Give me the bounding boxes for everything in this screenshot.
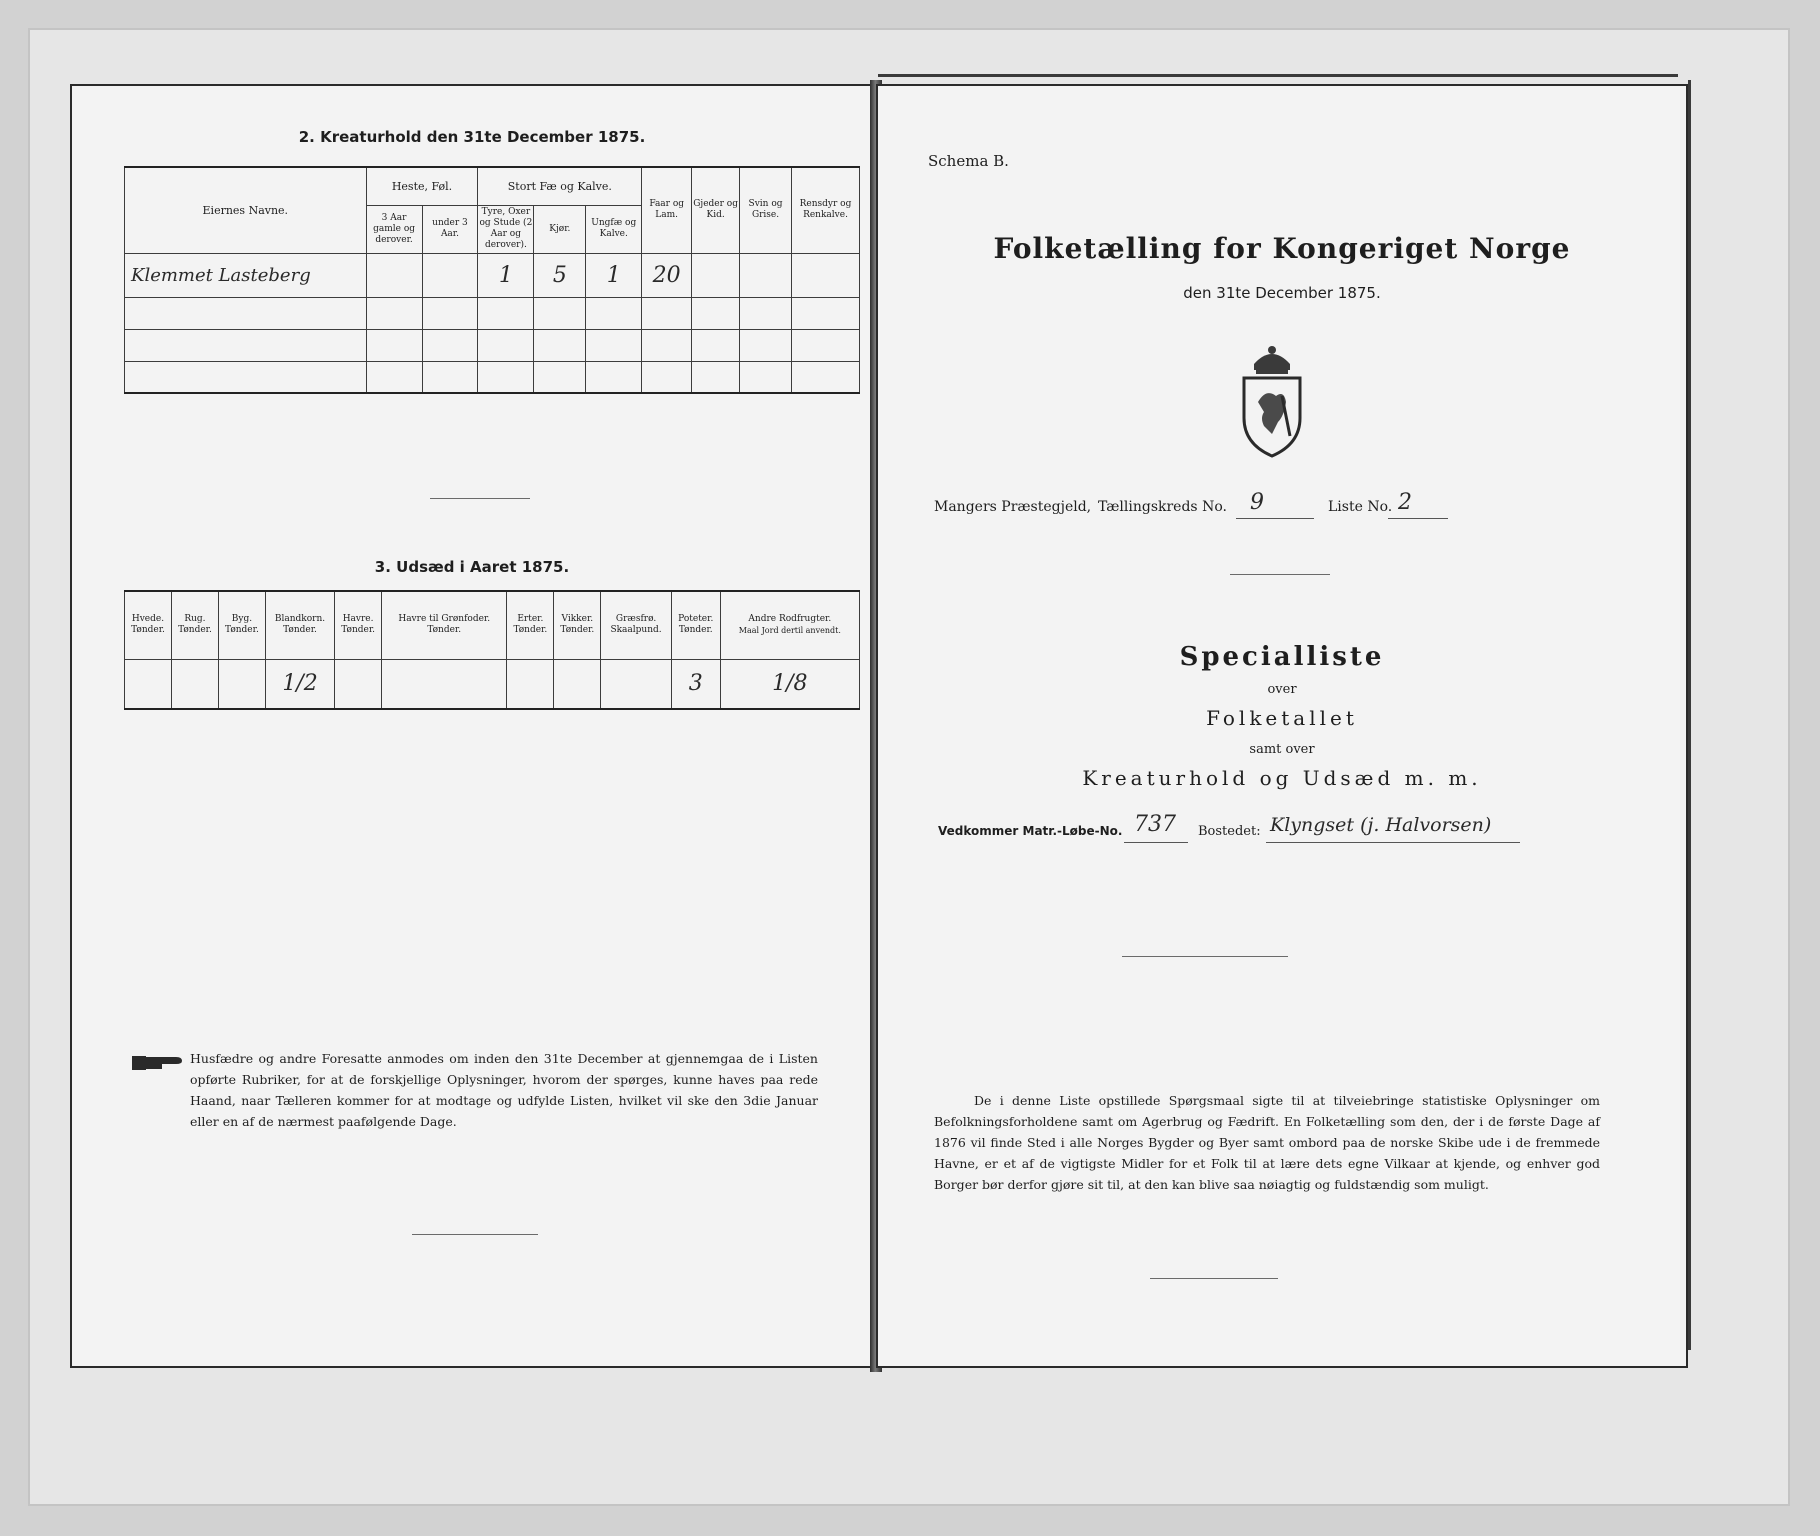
group-heste: Heste, Føl. (366, 167, 478, 205)
cell (692, 253, 740, 297)
col-andre-rodfrugter: Andre Rodfrugter. Maal Jord dertil anvendt. (720, 591, 859, 659)
table-row (125, 253, 860, 297)
specialliste-heading: Specialliste (1179, 642, 1385, 672)
over-label: over (1267, 682, 1297, 697)
left-page (72, 86, 872, 1366)
page-edge (878, 74, 1678, 77)
cell (382, 659, 507, 709)
divider (430, 498, 530, 499)
col-havre-gronfoder: Havre til Grønfoder. Tønder. (382, 591, 507, 659)
col-heste-young: under 3 Aar. (422, 205, 478, 253)
field-line (1236, 518, 1314, 519)
liste-value: 2 (1398, 490, 1412, 515)
cell (171, 659, 218, 709)
cell (740, 253, 792, 297)
field-line (1388, 518, 1448, 519)
form-title: Folketælling for Kongeriget Norge (993, 232, 1571, 265)
krets-label: Tællingskreds No. (1098, 499, 1227, 515)
col-svin: Svin og Grise. (740, 167, 792, 253)
liste-label: Liste No. (1328, 499, 1393, 515)
table-row (125, 297, 860, 329)
matr-value: 737 (1134, 812, 1176, 837)
cell (422, 253, 478, 297)
cell (125, 659, 172, 709)
col-blandkorn: Blandkorn. Tønder. (265, 591, 334, 659)
notice-text: Husfædre og andre Foresatte anmodes om inden den 31te December at gjennemgaa de i Listen opførte Rubriker, for at de forskjellige Oplysninger, hvorom der spørges, kunne haves paa rede Haand, naar Tælleren kommer for at modtage og udfylde Listen, hvilket vil ske den 3die Januar eller en af de nærmest paafølgende Dage. (190, 1051, 818, 1129)
cell (507, 659, 554, 709)
cell: 1/2 (265, 659, 334, 709)
krets-value: 9 (1250, 490, 1264, 515)
form-subtitle: den 31te December 1875. (1183, 284, 1381, 302)
samt-over-label: samt over (1249, 742, 1315, 757)
col-rensdyr: Rensdyr og Renkalve. (792, 167, 860, 253)
cell (218, 659, 265, 709)
col-rug: Rug. Tønder. (171, 591, 218, 659)
field-line (1266, 842, 1520, 843)
divider (1122, 956, 1288, 957)
table-row (125, 329, 860, 361)
cell (554, 659, 601, 709)
cell (366, 253, 422, 297)
cell: 1 (586, 253, 642, 297)
col-byg: Byg. Tønder. (218, 591, 265, 659)
col-vikker: Vikker. Tønder. (554, 591, 601, 659)
col-tyre: Tyre, Oxer og Stude (2 Aar og derover). (478, 205, 534, 253)
sowing-table (124, 590, 860, 710)
cell: 5 (534, 253, 586, 297)
col-graesfro: Græsfrø. Skaalpund. (601, 591, 672, 659)
folketallet-heading: Folketallet (1206, 706, 1358, 730)
cell: 1 (478, 253, 534, 297)
divider (1230, 574, 1330, 575)
col-kjor: Kjør. (534, 205, 586, 253)
col-hvede: Hvede. Tønder. (125, 591, 172, 659)
cell (335, 659, 382, 709)
table-row (125, 361, 860, 393)
pointing-hand-icon (132, 1052, 184, 1078)
col-ungfae: Ungfæ og Kalve. (586, 205, 642, 253)
divider (412, 1234, 538, 1235)
cell: 1/8 (720, 659, 859, 709)
section3-title: 3. Udsæd i Aaret 1875. (374, 558, 570, 576)
bosted-label: Bostedet: (1198, 824, 1261, 839)
col-poteter: Poteter. Tønder. (671, 591, 720, 659)
bosted-value: Klyngset (j. Halvorsen) (1270, 814, 1492, 836)
col-havre: Havre. Tønder. (335, 591, 382, 659)
col-faar: Faar og Lam. (642, 167, 692, 253)
cell: 20 (642, 253, 692, 297)
livestock-table (124, 166, 860, 394)
matr-label: Vedkommer Matr.-Løbe-No. (938, 824, 1123, 838)
kreatur-heading: Kreaturhold og Udsæd m. m. (1082, 766, 1482, 790)
district-label: Mangers Præstegjeld, (934, 499, 1092, 515)
coat-of-arms-icon (1232, 340, 1312, 464)
col-erter: Erter. Tønder. (507, 591, 554, 659)
divider (1150, 1278, 1278, 1279)
section2-title: 2. Kreaturhold den 31te December 1875. (298, 128, 646, 146)
cell: 3 (671, 659, 720, 709)
cell (601, 659, 672, 709)
info-paragraph: De i denne Liste opstillede Spørgsmaal sigte til at tilveiebringe statistiske Oplysninger om Befolkningsforholdene samt om Agerbrug og Fædrift. En Folketælling som den, der i de første Dage af 1876 vil finde Sted i alle Norges Bygder og Byer samt ombord paa de norske Skibe ude i de fremmede Havne, er et af de vigtigste Midler for et Folk til at lære dets egne Vilkaar at kjende, og enhver god Borger bør derfor gjøre sit til, at den kan blive saa nøiagtig og fuldstændig som muligt. (934, 1093, 1600, 1192)
table-row (125, 659, 860, 709)
col-heste-old: 3 Aar gamle og derover. (366, 205, 422, 253)
field-line (1124, 842, 1188, 843)
owner-name: Klemmet Lasteberg (125, 253, 367, 297)
right-page (878, 86, 1686, 1366)
cell (792, 253, 860, 297)
col-gjeder: Gjeder og Kid. (692, 167, 740, 253)
group-storfae: Stort Fæ og Kalve. (478, 167, 642, 205)
col-owner: Eiernes Navne. (125, 167, 367, 253)
page-edge (1688, 80, 1691, 1350)
schema-label: Schema B. (928, 152, 1009, 170)
